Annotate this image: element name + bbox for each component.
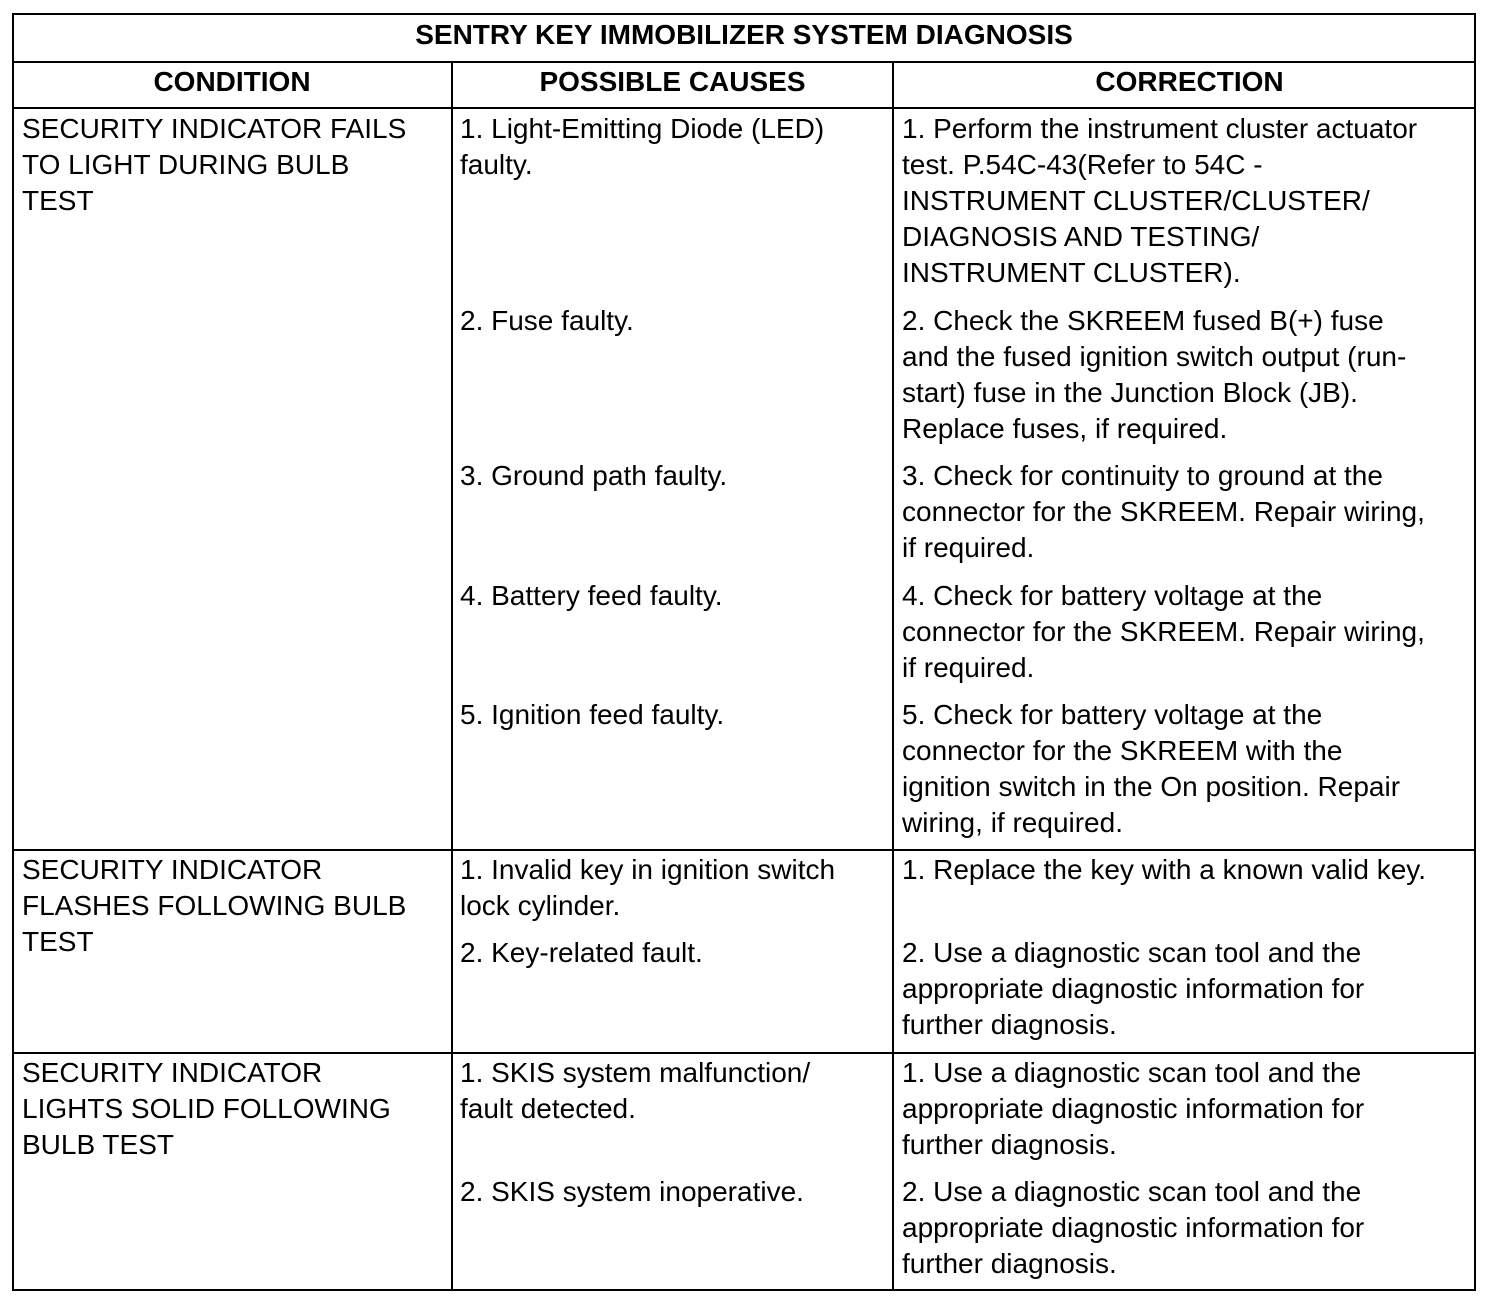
- header-correction: CORRECTION: [1095, 66, 1284, 97]
- correction-cell: 1. Replace the key with a known valid key.: [902, 854, 1426, 885]
- cause-cell: 1. Invalid key in ignition switch lock cylinder.: [460, 854, 836, 921]
- row-divider: [14, 849, 1474, 851]
- condition-cell: SECURITY INDICATOR LIGHTS SOLID FOLLOWING BULB TEST: [22, 1057, 391, 1160]
- cause-cell: 5. Ignition feed faulty.: [460, 699, 725, 730]
- cause-cell: 4. Battery feed faulty.: [460, 580, 723, 611]
- correction-cell: 1. Use a diagnostic scan tool and the appropriate diagnostic information for further diagnosis.: [902, 1057, 1365, 1160]
- cause-cell: 2. SKIS system inoperative.: [460, 1176, 804, 1207]
- correction-cell: 2. Use a diagnostic scan tool and the appropriate diagnostic information for further diagnosis.: [902, 937, 1365, 1040]
- column-divider: [892, 63, 894, 1289]
- header-possible-causes: POSSIBLE CAUSES: [539, 66, 806, 97]
- correction-cell: 1. Perform the instrument cluster actuator test. P.54C-43(Refer to 54C - INSTRUMENT CLUSTER/CLUSTER/ DIAGNOSIS AND TESTING/ INSTRUMENT CLUSTER).: [902, 113, 1418, 288]
- correction-cell: 4. Check for battery voltage at the connector for the SKREEM. Repair wiring, if required.: [902, 580, 1425, 683]
- cause-cell: 2. Key-related fault.: [460, 937, 703, 968]
- row-divider: [14, 1052, 1474, 1054]
- correction-cell: 2. Use a diagnostic scan tool and the appropriate diagnostic information for further diagnosis.: [902, 1176, 1365, 1279]
- cause-cell: 3. Ground path faulty.: [460, 460, 728, 491]
- condition-cell: SECURITY INDICATOR FAILS TO LIGHT DURING BULB TEST: [22, 113, 407, 216]
- cause-cell: 2. Fuse faulty.: [460, 305, 634, 336]
- correction-cell: 3. Check for continuity to ground at the connector for the SKREEM. Repair wiring, if required.: [902, 460, 1425, 563]
- table-title: SENTRY KEY IMMOBILIZER SYSTEM DIAGNOSIS: [415, 19, 1073, 50]
- correction-cell: 5. Check for battery voltage at the connector for the SKREEM with the ignition switch in the On position. Repair wiring, if required.: [902, 699, 1401, 838]
- cause-cell: 1. SKIS system malfunction/ fault detected.: [460, 1057, 811, 1124]
- condition-cell: SECURITY INDICATOR FLASHES FOLLOWING BULB TEST: [22, 854, 407, 957]
- correction-cell: 2. Check the SKREEM fused B(+) fuse and the fused ignition switch output (run- start) fuse in the Junction Block (JB). Replace fuses, if required.: [902, 305, 1407, 444]
- diagnosis-table: [12, 13, 1476, 1291]
- header-condition: CONDITION: [153, 66, 311, 97]
- cause-cell: 1. Light-Emitting Diode (LED) faulty.: [460, 113, 825, 180]
- column-divider: [451, 63, 453, 1289]
